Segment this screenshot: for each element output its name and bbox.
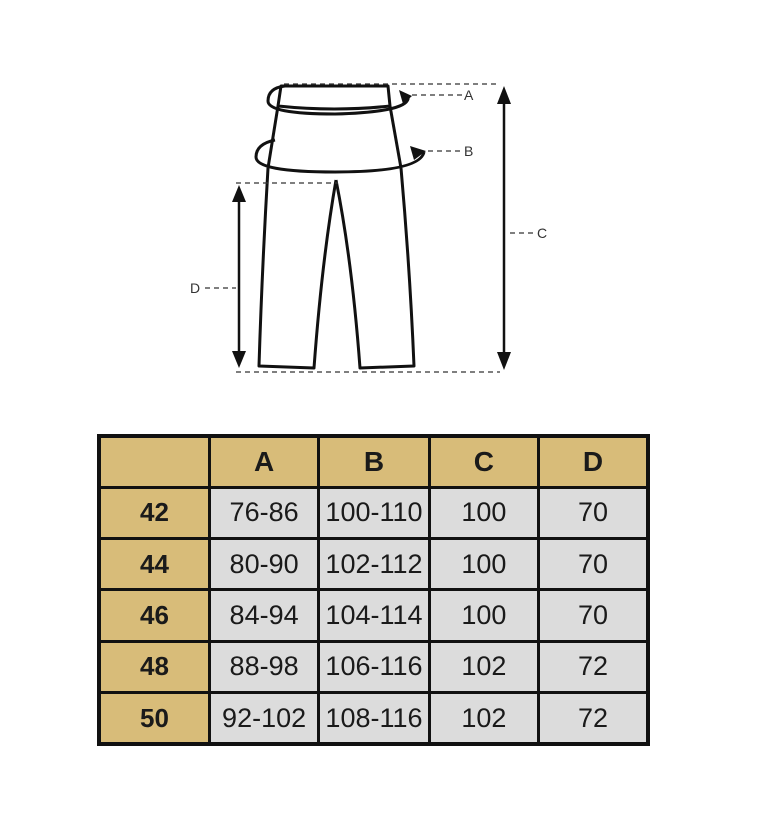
value-b: 108-116	[319, 693, 429, 744]
value-d: 70	[539, 487, 648, 538]
header-a: A	[209, 436, 318, 487]
label-d: D	[190, 280, 201, 296]
size-cell: 46	[99, 590, 209, 641]
value-b: 100-110	[319, 487, 429, 538]
value-c: 102	[429, 641, 538, 692]
pants-outline	[259, 86, 414, 368]
guide-lines	[205, 84, 534, 372]
value-c: 100	[429, 590, 538, 641]
header-c: C	[429, 436, 538, 487]
value-a: 84-94	[209, 590, 318, 641]
header-size	[99, 436, 209, 487]
hip-ring	[256, 140, 426, 172]
value-d: 72	[539, 641, 648, 692]
value-d: 70	[539, 538, 648, 589]
size-cell: 48	[99, 641, 209, 692]
value-a: 80-90	[209, 538, 318, 589]
size-table	[97, 434, 650, 746]
header-row	[99, 436, 648, 487]
value-d: 70	[539, 590, 648, 641]
size-cell: 42	[99, 487, 209, 538]
header-d: D	[539, 436, 648, 487]
value-a: 92-102	[209, 693, 318, 744]
table-row	[99, 693, 648, 744]
size-cell: 44	[99, 538, 209, 589]
table-row	[99, 538, 648, 589]
value-b: 104-114	[319, 590, 429, 641]
table-row	[99, 641, 648, 692]
header-b: B	[319, 436, 429, 487]
value-c: 100	[429, 538, 538, 589]
table-row	[99, 487, 648, 538]
label-b: B	[464, 143, 474, 159]
value-a: 88-98	[209, 641, 318, 692]
value-b: 102-112	[319, 538, 429, 589]
label-c: C	[537, 225, 548, 241]
table-row	[99, 590, 648, 641]
value-c: 102	[429, 693, 538, 744]
value-c: 100	[429, 487, 538, 538]
size-cell: 50	[99, 693, 209, 744]
value-a: 76-86	[209, 487, 318, 538]
value-b: 106-116	[319, 641, 429, 692]
label-a: A	[464, 87, 474, 103]
value-d: 72	[539, 693, 648, 744]
